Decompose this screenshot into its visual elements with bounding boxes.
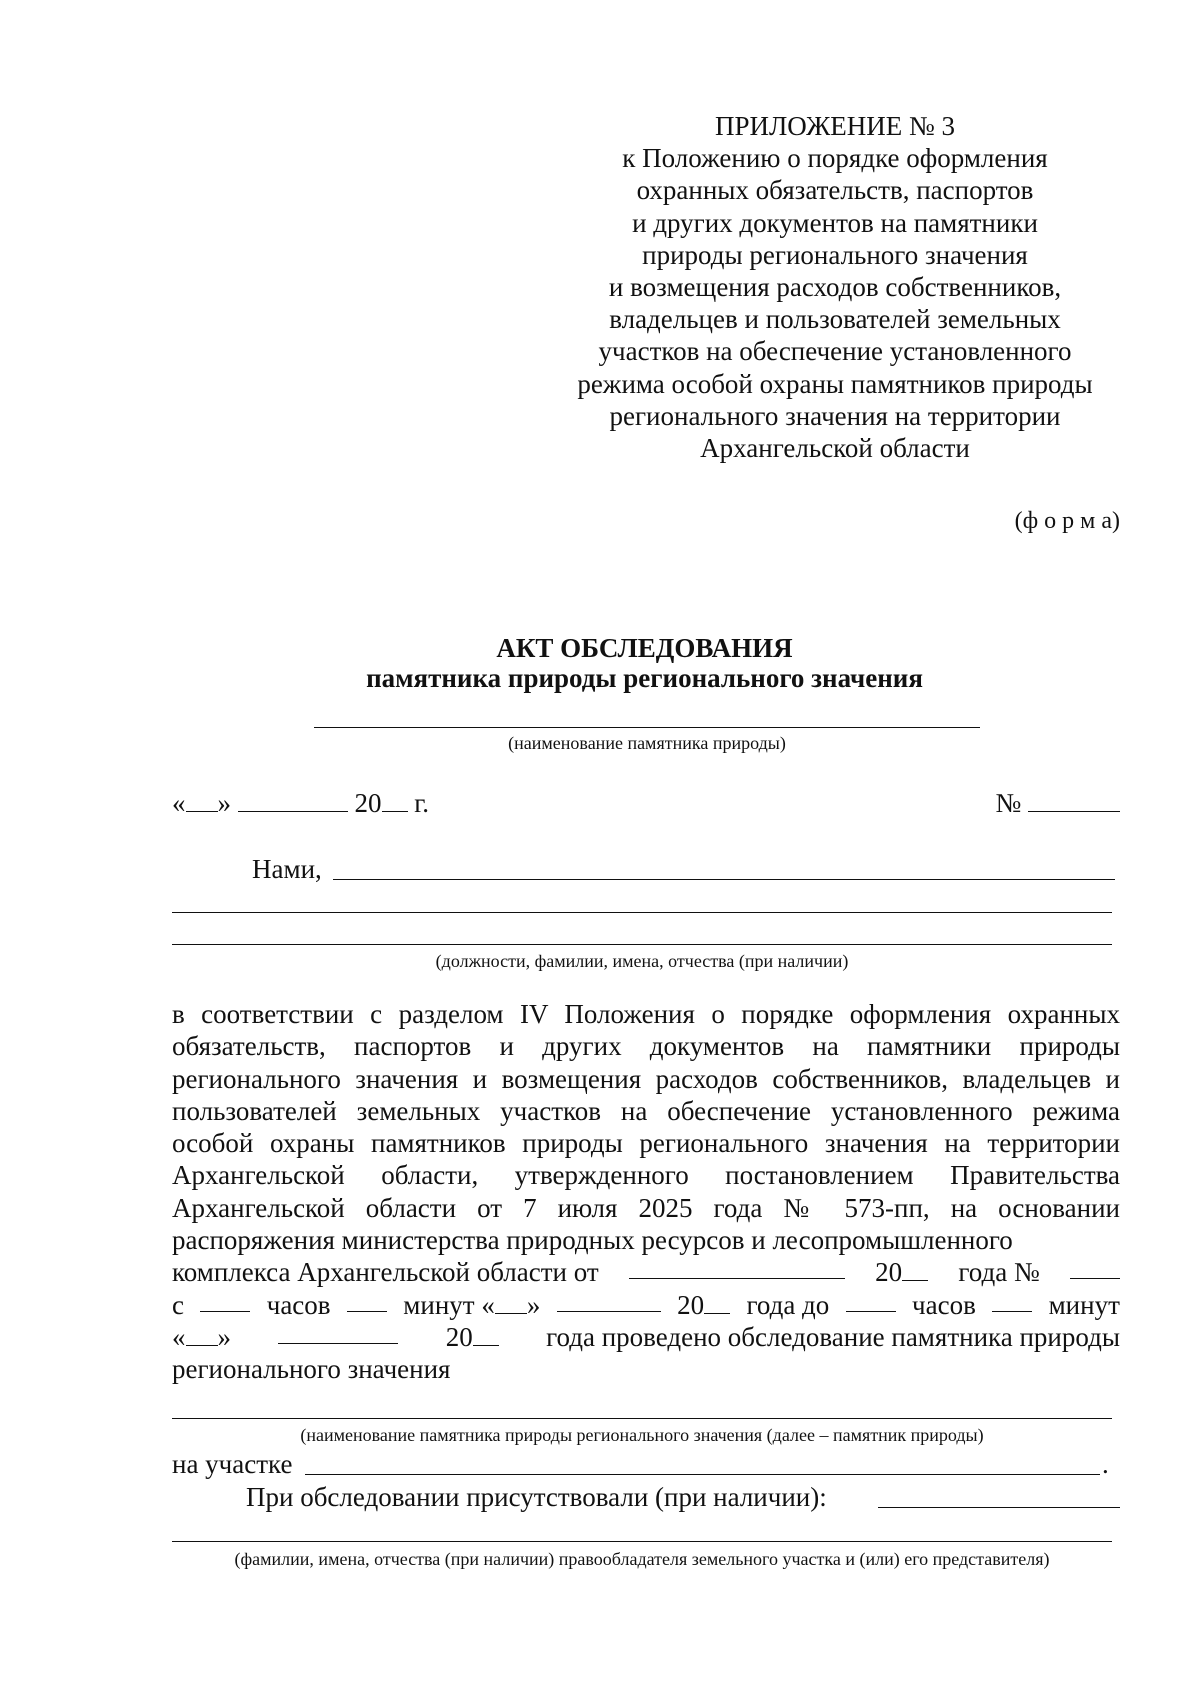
end-day-field[interactable] — [186, 1323, 218, 1346]
attendance-field-1[interactable] — [878, 1507, 1120, 1508]
attendance-label: При обследовании присутствовали (при наличии): — [246, 1482, 827, 1512]
attendance-field-2[interactable] — [172, 1541, 1112, 1542]
body-line-time: с часов минут « » 20 года до часов минут — [172, 1289, 1120, 1320]
act-number-row — [995, 787, 1120, 819]
act-number-field[interactable] — [1028, 789, 1120, 812]
appendix-header — [560, 110, 1110, 464]
participants-field-3[interactable] — [172, 944, 1112, 945]
day-field[interactable] — [186, 789, 218, 812]
body-paragraph: в соответствии с разделом IV Положения о порядке оформления охранных обязательств, паспортов и других документов на памятники природы регионального значения и возмещения расходов собственников, владельцев и пользователей земельных участков на обеспечение установленного режима особой охраны памятников природы регионального значения на территории Архангельской области, утвержденного постановлением Правительства Архангельской области от 7 июля 2025 года № 573-пп, на основании распоряжения министерства природных ресурсов и лесопромышленного — [172, 999, 1120, 1256]
site-label: на участке — [172, 1449, 293, 1479]
body-line-order: комплекса Архангельской области от 20 года № — [172, 1256, 1120, 1288]
attendance-caption: (фамилии, имена, отчества (при наличии) правообладателя земельного участка и (или) его представителя) — [234, 1549, 1050, 1569]
act-title-main: АКТ ОБСЛЕДОВАНИЯ — [496, 633, 793, 663]
header-line: режима особой охраны памятников природы — [577, 368, 1093, 399]
header-line: участков на обеспечение установленного — [598, 336, 1072, 367]
header-line: Архангельской области — [700, 433, 970, 464]
header-line: регионального значения на территории — [609, 400, 1061, 431]
header-line: охранных обязательств, паспортов — [636, 175, 1034, 206]
end-minutes-field[interactable] — [992, 1289, 1032, 1312]
year-field[interactable] — [382, 789, 408, 812]
order-date-field[interactable] — [629, 1256, 845, 1279]
body-line-end-date: « » 20 года проведено обследование памятника природы — [172, 1321, 1120, 1352]
order-number-field[interactable] — [1070, 1256, 1120, 1279]
year-suffix: г. — [414, 788, 430, 818]
start-hours-field[interactable] — [200, 1289, 250, 1312]
participants-field-1[interactable] — [333, 879, 1115, 880]
quote-close: » — [217, 788, 231, 818]
act-body — [172, 998, 1120, 1386]
month-field[interactable] — [238, 789, 348, 812]
header-line: к Положению о порядке оформления — [622, 143, 1048, 174]
header-line: природы регионального значения — [642, 239, 1028, 270]
monument-full-name-field[interactable] — [172, 1418, 1112, 1419]
start-minutes-field[interactable] — [347, 1289, 387, 1312]
monument-full-name-caption: (наименование памятника природы регионального значения (далее – памятник природы) — [300, 1425, 984, 1445]
start-month-field[interactable] — [557, 1289, 661, 1312]
site-field[interactable] — [305, 1474, 1100, 1475]
appendix-title: ПРИЛОЖЕНИЕ № 3 — [714, 111, 956, 141]
participants-label: Нами, — [252, 854, 322, 884]
header-line: владельцев и пользователей земельных — [609, 304, 1061, 335]
participants-caption: (должности, фамилии, имена, отчества (при наличии) — [435, 951, 849, 971]
header-line: и других документов на памятники — [632, 207, 1038, 238]
end-year-field[interactable] — [473, 1323, 499, 1346]
monument-name-field[interactable] — [314, 727, 980, 728]
quote-open: « — [172, 788, 186, 818]
number-sign: № — [995, 788, 1022, 818]
site-end: . — [1102, 1449, 1109, 1479]
year-prefix: 20 — [354, 788, 382, 818]
act-title-sub: памятника природы регионального значения — [366, 663, 923, 693]
end-month-field[interactable] — [278, 1321, 398, 1344]
monument-name-caption: (наименование памятника природы) — [508, 733, 786, 753]
act-title — [0, 633, 1200, 693]
end-hours-field[interactable] — [846, 1289, 896, 1312]
participants-field-2[interactable] — [172, 912, 1112, 913]
body-line-last: регионального значения — [172, 1354, 451, 1385]
date-row — [172, 787, 429, 819]
start-day-field[interactable] — [495, 1291, 527, 1314]
header-line: и возмещения расходов собственников, — [608, 272, 1062, 303]
start-year-field[interactable] — [704, 1291, 730, 1314]
form-note: (ф о р м а) — [1014, 508, 1120, 534]
order-year-field[interactable] — [902, 1258, 928, 1281]
